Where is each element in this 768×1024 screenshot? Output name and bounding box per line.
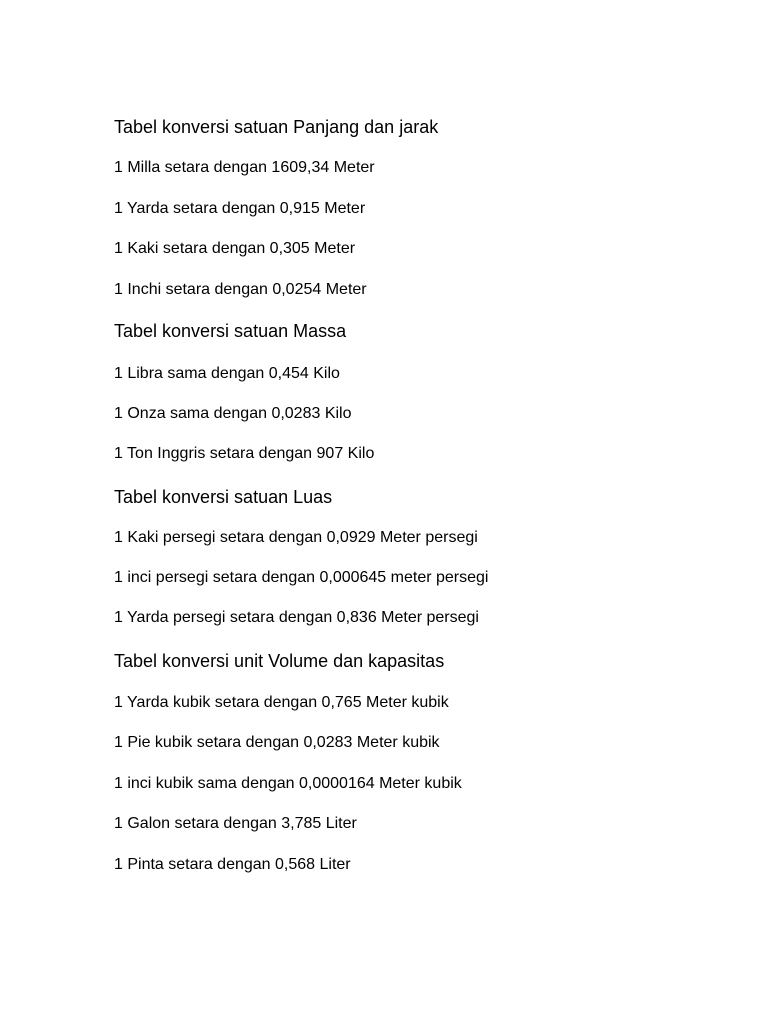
conversion-item: 1 Inchi setara dengan 0,0254 Meter (114, 281, 367, 298)
conversion-item: 1 Onza sama dengan 0,0283 Kilo (114, 405, 352, 422)
conversion-item: 1 inci kubik sama dengan 0,0000164 Meter kubik (114, 775, 462, 792)
conversion-item: 1 Pie kubik setara dengan 0,0283 Meter kubik (114, 734, 440, 751)
section-heading-mass: Tabel konversi satuan Massa (114, 321, 347, 341)
conversion-item: 1 Pinta setara dengan 0,568 Liter (114, 856, 351, 873)
section-heading-length: Tabel konversi satuan Panjang dan jarak (114, 117, 439, 137)
conversion-item: 1 Libra sama dengan 0,454 Kilo (114, 365, 340, 382)
conversion-item: 1 inci persegi setara dengan 0,000645 meter persegi (114, 569, 489, 586)
conversion-item: 1 Kaki persegi setara dengan 0,0929 Meter persegi (114, 529, 478, 546)
conversion-item: 1 Milla setara dengan 1609,34 Meter (114, 159, 375, 176)
conversion-item: 1 Kaki setara dengan 0,305 Meter (114, 240, 356, 257)
section-heading-volume: Tabel konversi unit Volume dan kapasitas (114, 651, 445, 671)
conversion-item: 1 Yarda setara dengan 0,915 Meter (114, 200, 366, 217)
conversion-item: 1 Ton Inggris setara dengan 907 Kilo (114, 445, 375, 462)
conversion-item: 1 Yarda persegi setara dengan 0,836 Meter persegi (114, 609, 479, 626)
conversion-item: 1 Yarda kubik setara dengan 0,765 Meter kubik (114, 694, 449, 711)
section-heading-area: Tabel konversi satuan Luas (114, 487, 333, 507)
conversion-item: 1 Galon setara dengan 3,785 Liter (114, 815, 357, 832)
